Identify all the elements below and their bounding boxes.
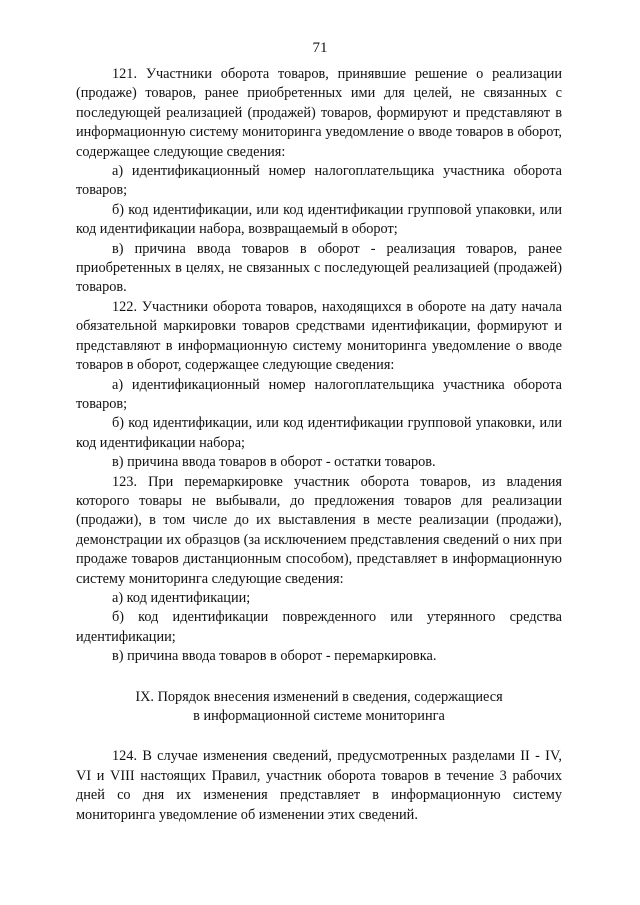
paragraph-122-v: в) причина ввода товаров в оборот - остатки товаров.: [112, 454, 436, 471]
paragraph-121-b: б) код идентификации, или код идентификации групповой упаковки, или код идентификации набора, возвращаемый в оборот;: [76, 201, 562, 238]
section-heading-line-1: IX. Порядок внесения изменений в сведения, содержащиеся: [135, 688, 503, 705]
paragraph-123-v: в) причина ввода товаров в оборот - перемаркировка.: [112, 648, 437, 665]
paragraph-124: 124. В случае изменения сведений, предусмотренных разделами II - IV, VI и VIII настоящих Правил, участник оборота товаров в течение 3 рабочих дней со дня их изменения представляет в информационную систему мониторинга уведомление об изменении этих сведений.: [76, 748, 562, 823]
section-heading-line-2: в информационной системе мониторинга: [193, 708, 445, 724]
section-heading: [76, 688, 562, 727]
paragraph-123: 123. При перемаркировке участник оборота товаров, из владения которого товары не выбывали, до предложения товаров для реализации (продажи), в том числе до их выставления в месте реализации (продажи), демонстрации их образцов (за исключением представления сведений о них при продаже товаров дистанционным способом), представляет в информационную систему мониторинга следующие сведения:: [76, 473, 562, 587]
paragraph-122-b: б) код идентификации, или код идентификации групповой упаковки, или код идентификации набора;: [76, 415, 562, 451]
document-body: [76, 65, 562, 825]
paragraph-123-a: а) код идентификации;: [112, 589, 251, 606]
paragraph-122-a: а) идентификационный номер налогоплательщика участника оборота товаров;: [76, 376, 562, 412]
paragraph-123-b: б) код идентификации поврежденного или утерянного средства идентификации;: [76, 609, 562, 645]
paragraph-122: 122. Участники оборота товаров, находящихся в обороте на дату начала обязательной маркировки товаров средствами идентификации, формируют и представляют в информационную систему мониторинга уведомление о вводе товаров в оборот, содержащее следующие сведения:: [76, 298, 562, 374]
page-number: 71: [312, 40, 328, 56]
paragraph-121: 121. Участники оборота товаров, принявшие решение о реализации (продаже) товаров, ранее приобретенных ими для целей, не связанных с последующей реализацией (продажей) товаров, формируют и представляют в информационную систему мониторинга уведомление о вводе товаров в оборот, содержащее следующие сведения:: [76, 66, 562, 160]
paragraph-121-v: в) причина ввода товаров в оборот - реализация товаров, ранее приобретенных в целях, не связанных с последующей реализацией (продажей) товаров.: [76, 240, 562, 296]
paragraph-121-a: а) идентификационный номер налогоплательщика участника оборота товаров;: [76, 163, 562, 199]
